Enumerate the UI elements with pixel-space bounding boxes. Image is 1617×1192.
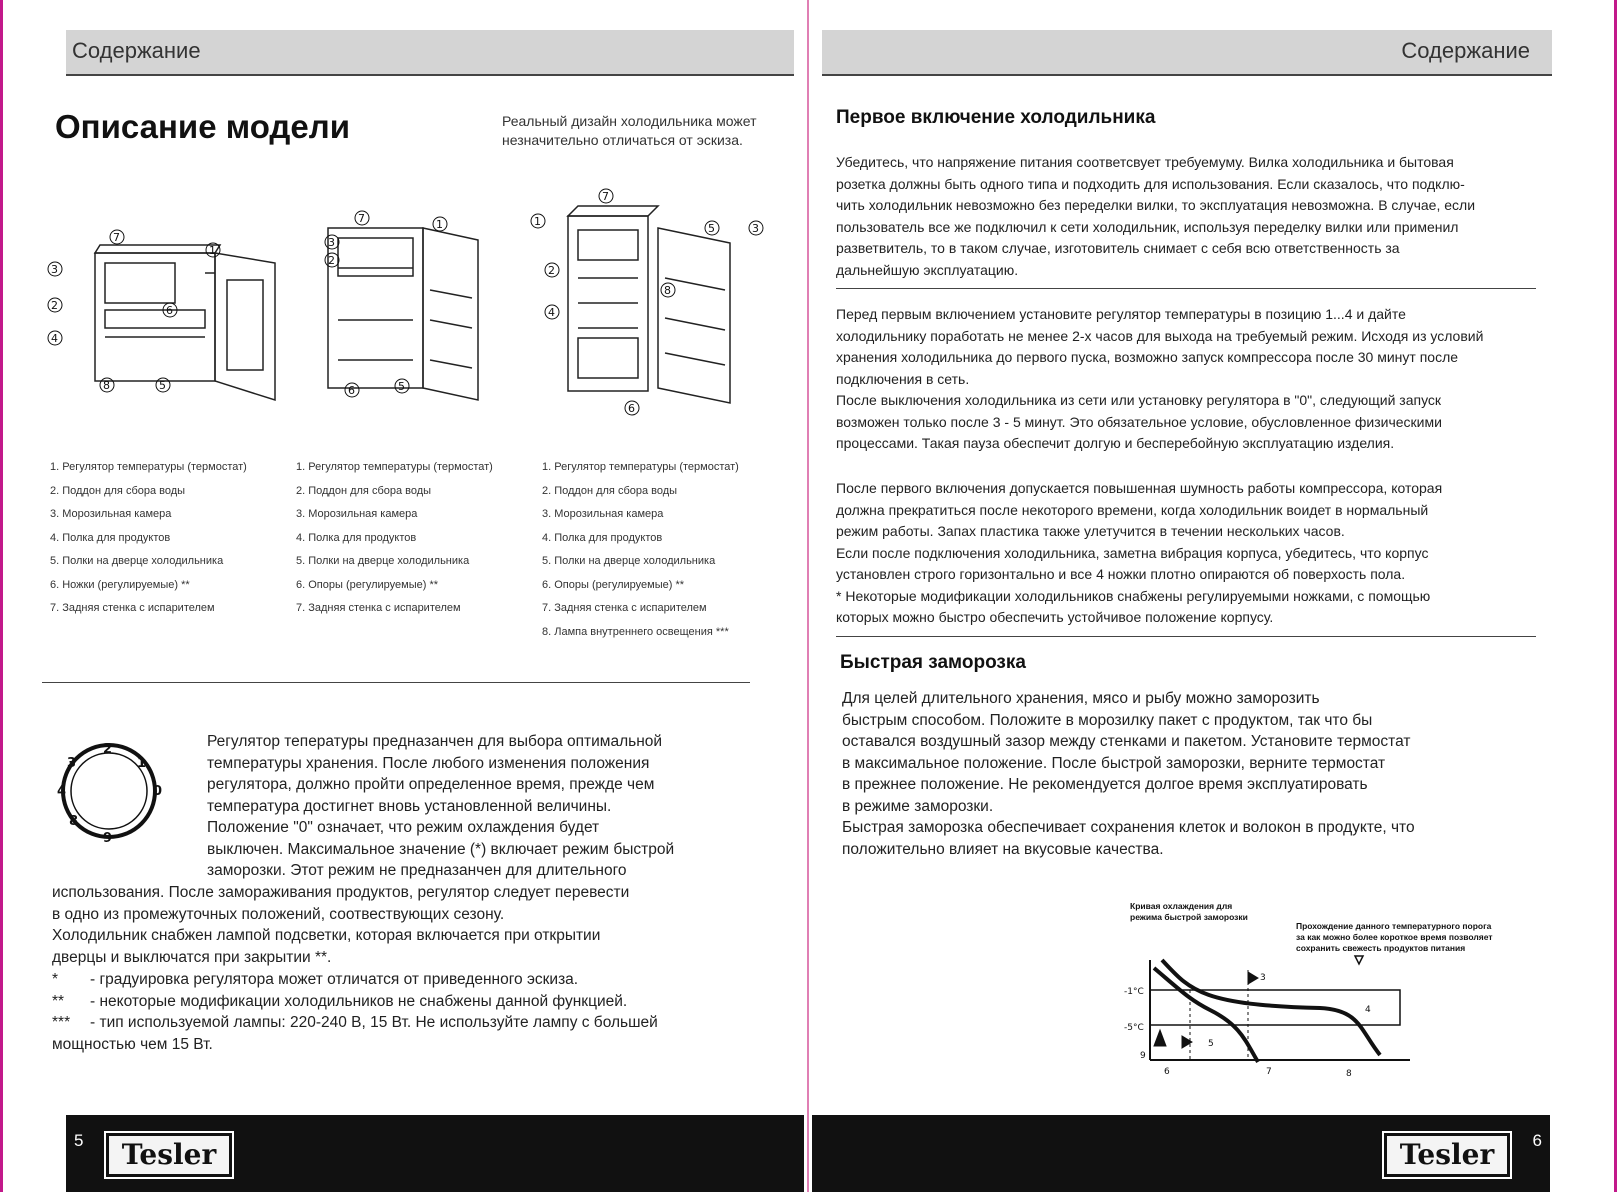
parts-list-item: 2. Поддон для сбора воды bbox=[542, 484, 678, 497]
fridge-diagram-2 bbox=[300, 210, 505, 410]
footnote bbox=[52, 991, 658, 1013]
svg-text:6: 6 bbox=[166, 304, 173, 317]
svg-text:4: 4 bbox=[548, 306, 555, 319]
page-number: 6 bbox=[1532, 1131, 1542, 1150]
text-line: дальнейшую эксплуатацию. bbox=[836, 261, 1019, 278]
down-arrow-icon bbox=[1355, 956, 1363, 964]
text-line: * Некоторые модификации холодильников снабжены регулируемыми ножками, с помощью bbox=[836, 587, 1431, 604]
right-footer bbox=[812, 1115, 1550, 1192]
chart-num: 8 bbox=[1346, 1069, 1352, 1079]
svg-text:1: 1 bbox=[436, 218, 443, 231]
chart-y-label: -5°C bbox=[1124, 1023, 1144, 1033]
parts-list-item: 2. Поддон для сбора воды bbox=[296, 484, 432, 497]
text-line: пользователь все же подключил к сети холодильник, используя переделку вилки или применил bbox=[836, 218, 1459, 235]
dial-label: 4 bbox=[57, 784, 67, 799]
svg-text:6: 6 bbox=[628, 402, 635, 415]
parts-list-1 bbox=[50, 456, 247, 621]
text-line: Для целей длительного хранения, мясо и рыбу можно заморозить bbox=[842, 690, 1320, 707]
right-header-title: Содержание bbox=[1401, 38, 1530, 63]
label-line: Кривая охлаждения для bbox=[1130, 901, 1233, 911]
footnote-text: - градуировка регулятора может отличатся от приведенного эскиза. bbox=[90, 971, 579, 988]
footnote bbox=[52, 1012, 658, 1034]
text-line: Положение "0" означает, что режим охлаждения будет bbox=[207, 819, 600, 836]
svg-text:3: 3 bbox=[328, 236, 335, 249]
svg-text:5: 5 bbox=[708, 222, 715, 235]
quick-freeze-text bbox=[842, 688, 1542, 860]
text-line: Быстрая заморозка обеспечивает сохранения клеток и волокон в продукте, что bbox=[842, 819, 1415, 836]
svg-text:6: 6 bbox=[348, 384, 355, 397]
parts-list-item: 7. Задняя стенка с испарителем bbox=[542, 602, 707, 614]
fridge-diagram-3 bbox=[530, 188, 770, 420]
dial-label: 2 bbox=[103, 742, 113, 757]
right-header-bar bbox=[822, 30, 1552, 76]
dial-label: 3 bbox=[67, 756, 77, 771]
text-line: хранения холодильника до первого пуска, возможно запуск компрессора после 30 минут после bbox=[836, 349, 1459, 365]
footnote-mark: * bbox=[52, 971, 59, 988]
parts-list-item: 5. Полки на дверце холодильника bbox=[50, 555, 224, 567]
label-line: режима быстрой заморозки bbox=[1130, 912, 1248, 922]
tesler-logo: Tesler bbox=[1384, 1133, 1510, 1177]
parts-list-item: 4. Полка для продуктов bbox=[296, 531, 417, 544]
dial-label: 8 bbox=[69, 814, 79, 829]
chart-num: 7 bbox=[1266, 1067, 1272, 1077]
svg-text:2: 2 bbox=[51, 299, 58, 312]
parts-list-item: 6. Ножки (регулируемые) ** bbox=[50, 578, 190, 591]
svg-text:7: 7 bbox=[602, 190, 609, 203]
page-title: Описание модели bbox=[55, 108, 350, 145]
curve-label-left bbox=[1130, 901, 1248, 923]
chart-num: 4 bbox=[1365, 1005, 1371, 1015]
text-line: Регулятор тепературы предназанчен для выбора оптимальной bbox=[207, 733, 663, 750]
text-line: положительно влияет на вкусовые качества. bbox=[842, 840, 1164, 858]
text-line: которых можно быстро обеспечить устойчивое положение корпусу. bbox=[836, 609, 1274, 625]
text-line: процессами. Такая пауза обеспечит долгую и бесперебойную эксплуатацию изделия. bbox=[836, 435, 1395, 451]
thermostat-dial bbox=[55, 737, 163, 845]
parts-list-item: 1. Регулятор температуры (термостат) bbox=[542, 461, 739, 473]
page-number: 5 bbox=[74, 1131, 84, 1150]
chart-num: 6 bbox=[1164, 1067, 1170, 1077]
chart-num: 3 bbox=[1260, 973, 1266, 983]
footnote-text: - некоторые модификации холодильников не снабжены данной функцией. bbox=[90, 992, 628, 1010]
svg-text:3: 3 bbox=[752, 222, 759, 235]
parts-list-item: 5. Полки на дверце холодильника bbox=[542, 555, 716, 567]
label-line: Прохождение данного температурного порога bbox=[1296, 921, 1492, 931]
tesler-logo: Tesler bbox=[106, 1133, 232, 1177]
text-line: режим работы. Запах пластика также улетучится в течении нескольких часов. bbox=[836, 523, 1345, 539]
footnote-tail: мощностью чем 15 Вт. bbox=[52, 1035, 213, 1053]
svg-text:8: 8 bbox=[103, 379, 110, 392]
dial-label: 9 bbox=[103, 831, 113, 845]
text-line: установлен строго горизонтально и все 4 ножки плотно опираются об поверхость пола. bbox=[836, 566, 1406, 582]
section-title-quick-freeze: Быстрая заморозка bbox=[840, 652, 1026, 673]
parts-list-item: 2. Поддон для сбора воды bbox=[50, 484, 186, 497]
footnotes bbox=[52, 969, 658, 1055]
label-line: сохранить свежесть продуктов питания bbox=[1296, 943, 1466, 953]
first-start-paragraph-2 bbox=[836, 304, 1576, 455]
text-line: подключения в сеть. bbox=[836, 370, 970, 387]
svg-text:1: 1 bbox=[534, 215, 541, 228]
text-line: выключен. Максимальное значение (*) включает режим быстрой bbox=[207, 840, 675, 858]
svg-text:7: 7 bbox=[358, 212, 365, 225]
chart-num: 5 bbox=[1208, 1039, 1214, 1049]
fridge-diagram-1 bbox=[45, 225, 285, 410]
text-line: температура достигнет вновь установленной величины. bbox=[207, 797, 612, 815]
parts-list-item: 6. Опоры (регулируемые) ** bbox=[296, 578, 439, 591]
dial-label: 1 bbox=[137, 756, 147, 771]
text-line: дверцы и выключатся при закрытии **. bbox=[52, 948, 332, 966]
svg-text:3: 3 bbox=[51, 263, 58, 276]
svg-text:4: 4 bbox=[51, 332, 58, 345]
footnote-text: - тип используемой лампы: 220-240 В, 15 Вт. Не используйте лампу с большей bbox=[90, 1014, 658, 1031]
parts-list-item: 3. Морозильная камера bbox=[296, 508, 418, 520]
thermostat-text bbox=[207, 731, 674, 882]
text-line: разветвитель, то в таком случае, изготовитель снимает с себя всю ответственность за bbox=[836, 240, 1400, 256]
left-divider bbox=[42, 682, 750, 683]
text-line: в максимальное положение. После быстрой заморозки, верните термостат bbox=[842, 754, 1386, 772]
svg-text:5: 5 bbox=[159, 379, 166, 392]
parts-list-item: 4. Полка для продуктов bbox=[50, 531, 171, 544]
footnote bbox=[52, 969, 658, 991]
text-line: холодильнику поработать не менее 2-х часов для выхода на требуемый режим. Исходя из условий bbox=[836, 327, 1484, 344]
left-header-bar bbox=[66, 30, 794, 76]
parts-list-2 bbox=[296, 456, 493, 621]
footnote-mark: *** bbox=[52, 1014, 71, 1031]
freezing-curve-diagram bbox=[1120, 950, 1420, 1080]
footnote-mark: ** bbox=[52, 992, 65, 1010]
parts-list-3 bbox=[542, 456, 739, 644]
text-line: должна прекратиться после некоторого времени, когда холодильник воидет в нормальный bbox=[836, 501, 1429, 518]
section-title-first-start: Первое включение холодильника bbox=[836, 107, 1156, 128]
svg-text:2: 2 bbox=[328, 254, 335, 267]
text-line: Холодильник снабжен лампой подсветки, которая включается при открытии bbox=[52, 927, 601, 944]
parts-list-item: 7. Задняя стенка с испарителем bbox=[50, 602, 215, 614]
text-line: розетка должны быть одного типа и подходить для использования. Если сказалось, что подклю- bbox=[836, 175, 1465, 192]
parts-list-item: 6. Опоры (регулируемые) ** bbox=[542, 578, 685, 591]
caption-line: незначительно отличаться от эскиза. bbox=[502, 132, 743, 148]
text-line: быстрым способом. Положите в морозилку пакет с продуктом, так что бы bbox=[842, 711, 1373, 729]
svg-text:7: 7 bbox=[113, 231, 120, 244]
left-page-border bbox=[0, 0, 3, 1192]
left-header-title: Содержание bbox=[72, 38, 201, 63]
text-line: чить холодильник невозможно без переделки вилки, то эксплуатация невозможна. В случае, если bbox=[836, 197, 1476, 213]
thermostat-text-continued bbox=[52, 882, 629, 968]
chart-num: 9 bbox=[1140, 1051, 1146, 1061]
design-caption bbox=[502, 112, 757, 150]
text-line: Убедитесь, что напряжение питания соответсвует требуемуму. Вилка холодильника и бытовая bbox=[836, 154, 1454, 170]
parts-list-item: 1. Регулятор температуры (термостат) bbox=[296, 461, 493, 473]
text-line: использования. После замораживания продуктов, регулятор следует перевести bbox=[52, 884, 630, 901]
svg-text:2: 2 bbox=[548, 264, 555, 277]
chart-y-label: -1°C bbox=[1124, 987, 1144, 997]
parts-list-item: 5. Полки на дверце холодильника bbox=[296, 555, 470, 567]
text-line: в прежнее положение. Не рекомендуется долгое время эксплуатировать bbox=[842, 776, 1368, 793]
parts-list-item: 4. Полка для продуктов bbox=[542, 531, 663, 544]
text-line: После выключения холодильника из сети или установку регулятора в "0", следующий запуск bbox=[836, 392, 1442, 408]
text-line: Перед первым включением установите регулятор температуры в позицию 1...4 и дайте bbox=[836, 306, 1406, 322]
left-footer bbox=[66, 1115, 804, 1192]
page-spine bbox=[807, 0, 809, 1192]
text-line: регулятора, должно пройти определенное время, прежде чем bbox=[207, 776, 655, 793]
text-line: После первого включения допускается повышенная шумность работы компрессора, которая bbox=[836, 480, 1443, 496]
right-divider bbox=[836, 636, 1536, 637]
text-line: возможен только после 3 - 5 минут. Это обязательное условие, обусловленное физическими bbox=[836, 413, 1442, 430]
first-start-paragraph-3 bbox=[836, 478, 1556, 629]
right-divider bbox=[836, 288, 1536, 289]
parts-list-item: 7. Задняя стенка с испарителем bbox=[296, 602, 461, 614]
text-line: Если после подключения холодильника, заметна вибрация корпуса, убедитесь, что корпус bbox=[836, 544, 1429, 561]
text-line: в режиме заморозки. bbox=[842, 797, 994, 815]
caption-line: Реальный дизайн холодильника может bbox=[502, 113, 757, 129]
text-line: в одно из промежуточных положений, соотвествующих сезону. bbox=[52, 905, 505, 923]
parts-list-item: 8. Лампа внутреннего освещения *** bbox=[542, 625, 729, 638]
dial-label: 0 bbox=[153, 784, 163, 799]
svg-text:5: 5 bbox=[398, 380, 405, 393]
parts-list-item: 3. Морозильная камера bbox=[542, 508, 664, 520]
svg-text:1: 1 bbox=[209, 244, 216, 257]
parts-list-item: 3. Морозильная камера bbox=[50, 508, 172, 520]
parts-list-item: 1. Регулятор температуры (термостат) bbox=[50, 461, 247, 473]
text-line: оставался воздушный зазор между стенками и пакетом. Установите термостат bbox=[842, 733, 1411, 750]
svg-text:8: 8 bbox=[664, 284, 671, 297]
text-line: температуры хранения. После любого изменения положения bbox=[207, 754, 650, 772]
first-start-paragraph-1 bbox=[836, 152, 1556, 281]
text-line: заморозки. Этот режим не предназанчен для длительного bbox=[207, 862, 627, 879]
label-line: за как можно более короткое время позволяет bbox=[1296, 932, 1493, 942]
